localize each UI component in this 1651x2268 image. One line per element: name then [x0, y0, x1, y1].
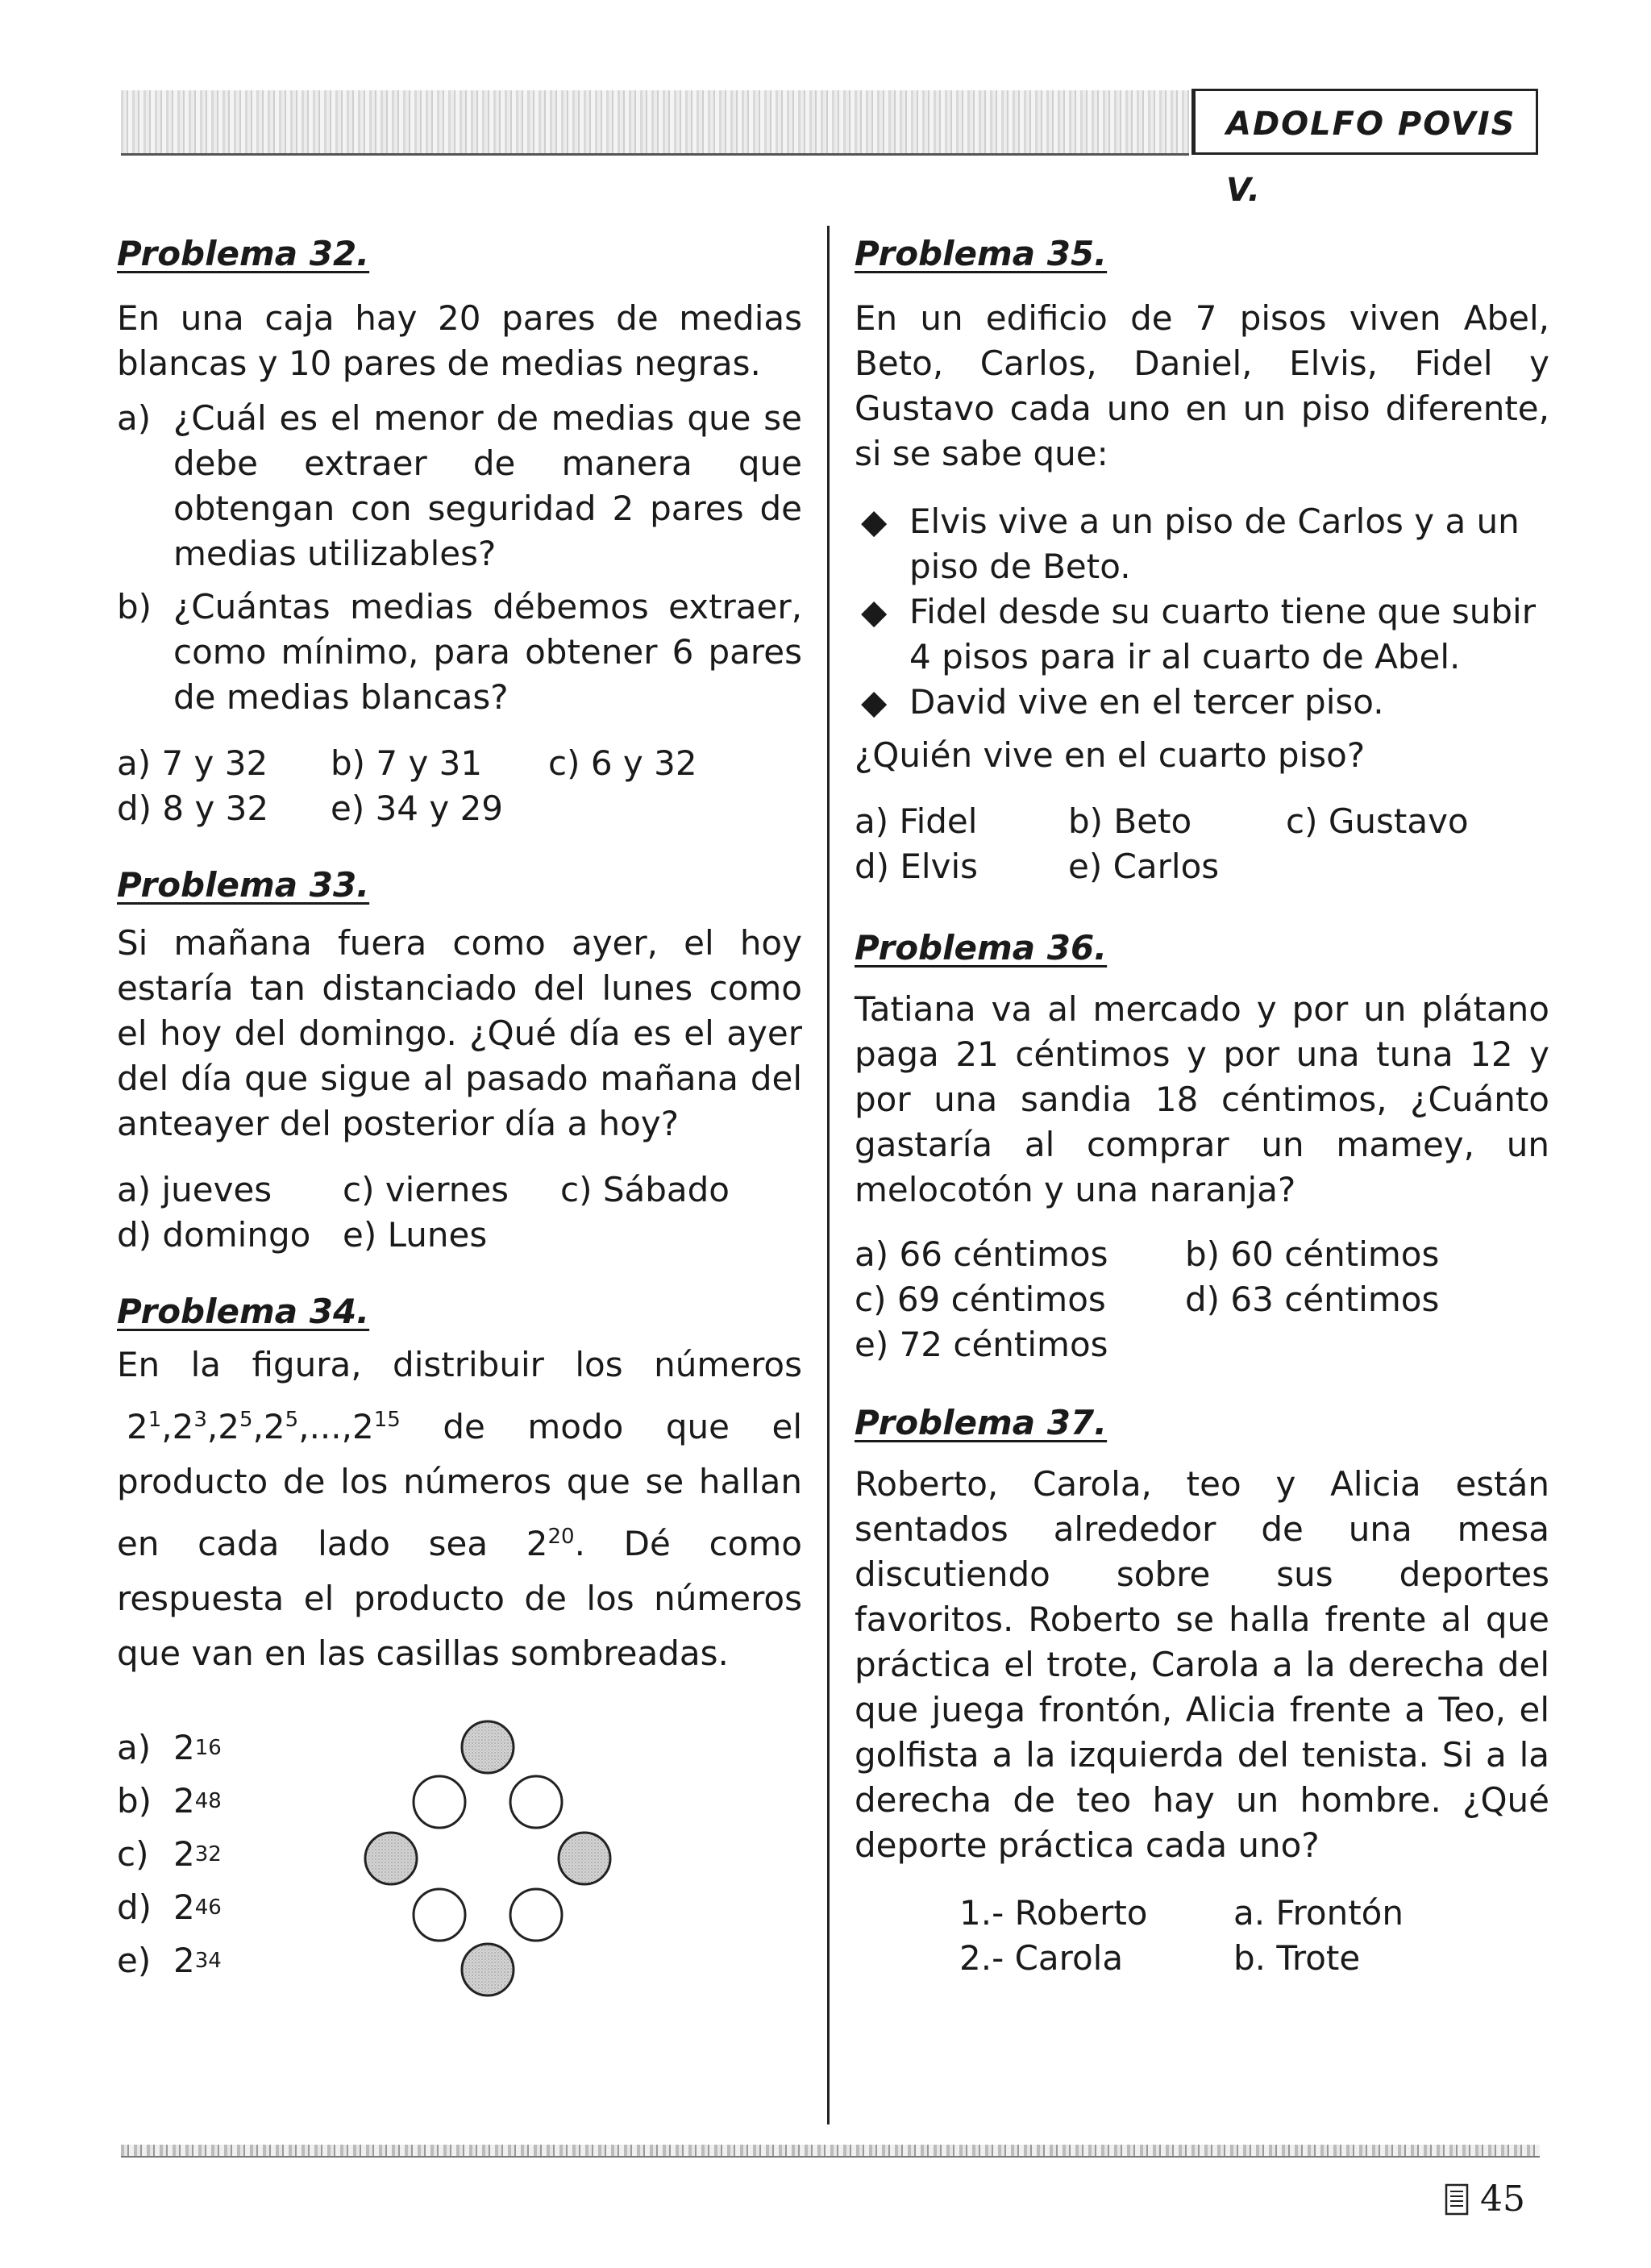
option: e) 72 céntimos: [855, 1325, 1108, 1364]
problem-34-mid: de modo que el producto de los números que se hallan en cada lado sea: [117, 1407, 802, 1563]
problem-37-matching: [959, 1891, 1549, 1981]
problem-35-text: En un edificio de 7 pisos viven Abel, Beto, Carlos, Daniel, Elvis, Fidel y Gustavo cada uno en un piso diferente, si se sabe que:: [855, 298, 1549, 473]
power-exp: 1: [148, 1408, 162, 1432]
page-number: 45: [1480, 2179, 1525, 2220]
condition-item: [855, 680, 1549, 725]
separator: ,: [341, 1407, 352, 1446]
problem-35: [855, 234, 1549, 889]
option: [117, 1881, 278, 1934]
diamond-bullet-icon: ◆: [861, 682, 888, 722]
problem-34-options: [117, 1721, 278, 1987]
problem-34-end: . Dé como respuesta el producto de los números que van en las casillas sombreadas.: [117, 1524, 802, 1673]
problem-34: [117, 1292, 802, 2060]
condition-text: Fidel desde su cuarto tiene que subir 4 pisos para ir al cuarto de Abel.: [909, 592, 1536, 676]
power-exp: 46: [194, 1896, 222, 1920]
option: [117, 1775, 278, 1828]
circle: [510, 1776, 562, 1828]
option: b) Beto: [1068, 801, 1192, 841]
power-base: 2: [173, 1941, 195, 1980]
item-label: b): [117, 587, 152, 626]
option: e) Lunes: [343, 1215, 488, 1255]
separator: ,: [161, 1407, 173, 1446]
power-base: 2: [173, 1834, 195, 1874]
power-base: 2: [173, 1728, 195, 1767]
option: [117, 1721, 278, 1775]
option: c) Sábado: [560, 1170, 730, 1209]
problem-37-title: Problema 37.: [855, 1403, 1108, 1442]
shaded-circle-left: [365, 1833, 417, 1884]
option-label: c): [117, 1834, 149, 1874]
option-label: d): [117, 1887, 152, 1927]
item-text: ¿Cuántas medias débemos extraer, como mínimo, para obtener 6 pares de medias blancas?: [173, 587, 802, 717]
problem-34-title: Problema 34.: [117, 1292, 370, 1331]
option: [117, 1828, 278, 1881]
problem-34-text: [117, 1338, 802, 1681]
power-base: 2: [173, 1887, 195, 1927]
option: b) 60 céntimos: [1185, 1234, 1440, 1274]
option: d) 63 céntimos: [1185, 1280, 1440, 1319]
option: b) 7 y 31: [331, 743, 483, 783]
problem-36-text: Tatiana va al mercado y por un plátano paga 21 céntimos y por una tuna 12 y por una sandia 18 céntimos, ¿Cuánto gastaría al comprar un mamey, un melocotón y una naranja?: [855, 989, 1549, 1209]
problem-36-title: Problema 36.: [855, 928, 1108, 968]
option: d) domingo: [117, 1215, 311, 1255]
problem-35-question: ¿Quién vive en el cuarto piso?: [855, 735, 1366, 775]
problem-36-options: [855, 1232, 1549, 1367]
option: a) 7 y 32: [117, 743, 268, 783]
shaded-circle-bottom: [462, 1944, 514, 1995]
book-icon: [1445, 2183, 1469, 2216]
power-exp: 5: [239, 1408, 253, 1432]
problem-32-item-b: [117, 585, 802, 720]
option-label: b): [117, 1781, 152, 1821]
shaded-circle-right: [559, 1833, 610, 1884]
shaded-circle-top: [462, 1721, 514, 1773]
sport: a. Frontón: [1233, 1893, 1404, 1933]
person: 2.- Carola: [959, 1938, 1124, 1978]
option: [117, 1934, 278, 1987]
power-base: 2: [263, 1407, 285, 1446]
problem-32-text: En una caja hay 20 pares de medias blancas y 10 pares de medias negras.: [117, 298, 802, 383]
power-base: 2: [526, 1524, 548, 1563]
separator: ,: [298, 1407, 310, 1446]
problem-34-numbers: [127, 1407, 401, 1446]
power-base: 2: [351, 1407, 374, 1446]
option: c) 69 céntimos: [855, 1280, 1106, 1319]
separator: ,: [206, 1407, 218, 1446]
power-base: 2: [172, 1407, 194, 1446]
option: c) viernes: [343, 1170, 509, 1209]
option: c) Gustavo: [1286, 801, 1469, 841]
ellipsis: ...: [309, 1407, 342, 1446]
problem-37-text: Roberto, Carola, teo y Alicia están sentados alrededor de una mesa discutiendo sobre sus deportes favoritos. Roberto se halla frente al que práctica el trote, Carola a la derecha del que juega frontón, Alicia frente a Teo, el golfista a la izquierda del tenista. Si a la derecha de teo hay un hombre. ¿Qué deporte práctica cada uno?: [855, 1464, 1549, 1865]
condition-text: David vive en el tercer piso.: [909, 682, 1384, 722]
footer-decorative-bar: [121, 2145, 1540, 2158]
problem-37: [855, 1403, 1549, 1981]
option: c) 6 y 32: [548, 743, 697, 783]
power-exp: 32: [194, 1842, 222, 1866]
right-column: [855, 234, 1549, 1981]
problem-32-options: [117, 741, 802, 831]
diamond-bullet-icon: ◆: [861, 501, 888, 541]
option: a) Fidel: [855, 801, 978, 841]
item-label: a): [117, 398, 152, 438]
problem-33-title: Problema 33.: [117, 865, 370, 905]
power-exp: 20: [547, 1525, 575, 1549]
problem-32-title: Problema 32.: [117, 234, 370, 273]
problem-34-intro: En la figura, distribuir los números: [117, 1345, 802, 1384]
circle: [510, 1889, 562, 1941]
power-exp: 3: [193, 1408, 207, 1432]
problem-33-text: Si mañana fuera como ayer, el hoy estaría tan distanciado del lunes como el hoy del domingo. ¿Qué día es el ayer del día que sigue al pasado mañana del anteayer del posterior día a hoy?: [117, 923, 802, 1143]
circle: [414, 1889, 465, 1941]
power-exp: 15: [373, 1408, 401, 1432]
problem-35-options: [855, 799, 1549, 889]
power-base: 2: [218, 1407, 240, 1446]
header-decorative-bar: [121, 90, 1189, 156]
option: e) 34 y 29: [331, 789, 504, 828]
option-label: a): [117, 1728, 152, 1767]
column-divider: [827, 226, 830, 2124]
header-author: ADOLFO POVIS V.: [1191, 89, 1538, 155]
circle-diamond-figure: [326, 1713, 649, 2068]
option: d) 8 y 32: [117, 789, 269, 828]
power-exp: 16: [194, 1736, 222, 1760]
diamond-bullet-icon: ◆: [861, 592, 888, 631]
problem-33: [117, 865, 802, 1258]
problem-32-item-a: [117, 396, 802, 576]
power-base: 2: [127, 1407, 148, 1446]
problem-32: [117, 234, 802, 831]
power-exp: 5: [285, 1408, 299, 1432]
power-exp: 48: [194, 1789, 222, 1813]
option-label: e): [117, 1941, 152, 1980]
option: a) jueves: [117, 1170, 272, 1209]
condition-item: [855, 499, 1549, 589]
problem-36: [855, 928, 1549, 1367]
power-base: 2: [173, 1781, 195, 1821]
left-column: [117, 234, 802, 2060]
problem-33-options: [117, 1167, 802, 1258]
separator: ,: [252, 1407, 264, 1446]
option: e) Carlos: [1068, 847, 1220, 886]
option: d) Elvis: [855, 847, 979, 886]
power-exp: 34: [194, 1949, 222, 1973]
problem-34-answer-area: [117, 1721, 802, 2060]
person: 1.- Roberto: [959, 1893, 1148, 1933]
option: a) 66 céntimos: [855, 1234, 1108, 1274]
problem-35-conditions: [855, 499, 1549, 725]
circle: [414, 1776, 465, 1828]
condition-text: Elvis vive a un piso de Carlos y a un piso de Beto.: [909, 501, 1520, 586]
item-text: ¿Cuál es el menor de medias que se debe extraer de manera que obtengan con seguridad 2 pares de medias utilizables?: [173, 398, 802, 573]
condition-item: [855, 589, 1549, 680]
problem-35-title: Problema 35.: [855, 234, 1108, 273]
sport: b. Trote: [1233, 1938, 1361, 1978]
target-power: [526, 1524, 575, 1563]
